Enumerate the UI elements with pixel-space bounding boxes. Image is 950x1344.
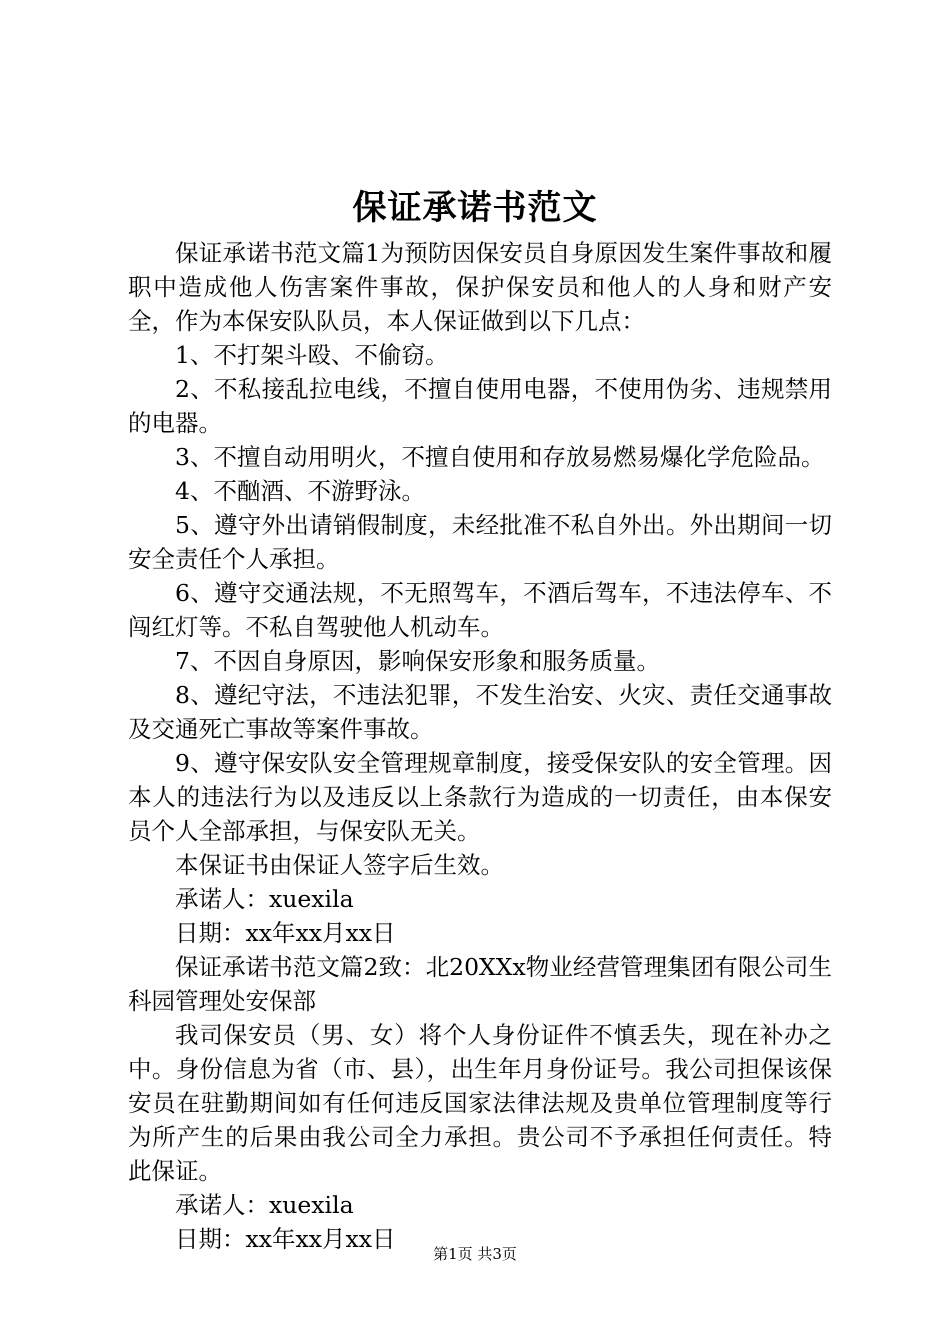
date-2: 日期：xx年xx月xx日 <box>175 1225 396 1253</box>
paragraph-item-1: 1、不打架斗殴、不偷窃。 <box>175 341 449 369</box>
paragraph-item-3: 3、不擅自动用明火，不擅自使用和存放易燃易爆化学危险品。 <box>175 443 825 471</box>
paragraph-item-5: 5、遵守外出请销假制度，未经批准不私自外出。外出期间一切安全责任个人承担。 <box>128 511 832 573</box>
paragraph-item-6: 6、遵守交通法规，不无照驾车，不酒后驾车，不违法停车、不闯红灯等。不私自驾驶他人机动车。 <box>128 579 832 641</box>
paragraph-item-2: 2、不私接乱拉电线，不擅自使用电器，不使用伪劣、违规禁用的电器。 <box>128 375 832 437</box>
paragraph-body-2: 我司保安员（男、女）将个人身份证件不慎丢失，现在补办之中。身份信息为省（市、县），出生年月身份证号。我公司担保该保安员在驻勤期间如有任何违反国家法律法规及贵单位管理制度等行为所产生的后果由我公司全力承担。贵公司不予承担任何责任。特此保证。 <box>128 1021 832 1185</box>
paragraph-intro-1: 保证承诺书范文篇1为预防因保安员自身原因发生案件事故和履职中造成他人伤害案件事故，保护保安员和他人的人身和财产安全，作为本保安队队员，本人保证做到以下几点： <box>128 239 832 335</box>
page-footer: 第1页 共3页 <box>433 1245 517 1263</box>
paragraph-item-9: 9、遵守保安队安全管理规章制度，接受保安队的安全管理。因本人的违法行为以及违反以上条款行为造成的一切责任，由本保安员个人全部承担，与保安队无关。 <box>128 749 832 845</box>
paragraph-item-7: 7、不因自身原因，影响保安形象和服务质量。 <box>175 647 660 675</box>
date-1: 日期：xx年xx月xx日 <box>175 919 396 947</box>
paragraph-item-8: 8、遵纪守法，不违法犯罪，不发生治安、火灾、责任交通事故及交通死亡事故等案件事故。 <box>128 681 832 743</box>
paragraph-effective: 本保证书由保证人签字后生效。 <box>175 851 504 879</box>
document-body <box>128 236 832 1256</box>
signatory-2: 承诺人：xuexila <box>175 1191 354 1219</box>
paragraph-item-4: 4、不酗酒、不游野泳。 <box>175 477 425 505</box>
paragraph-intro-2: 保证承诺书范文篇2致：北20XXx物业经营管理集团有限公司生科园管理处安保部 <box>128 953 832 1015</box>
page-title: 保证承诺书范文 <box>352 188 598 228</box>
signatory-1: 承诺人：xuexila <box>175 885 354 913</box>
